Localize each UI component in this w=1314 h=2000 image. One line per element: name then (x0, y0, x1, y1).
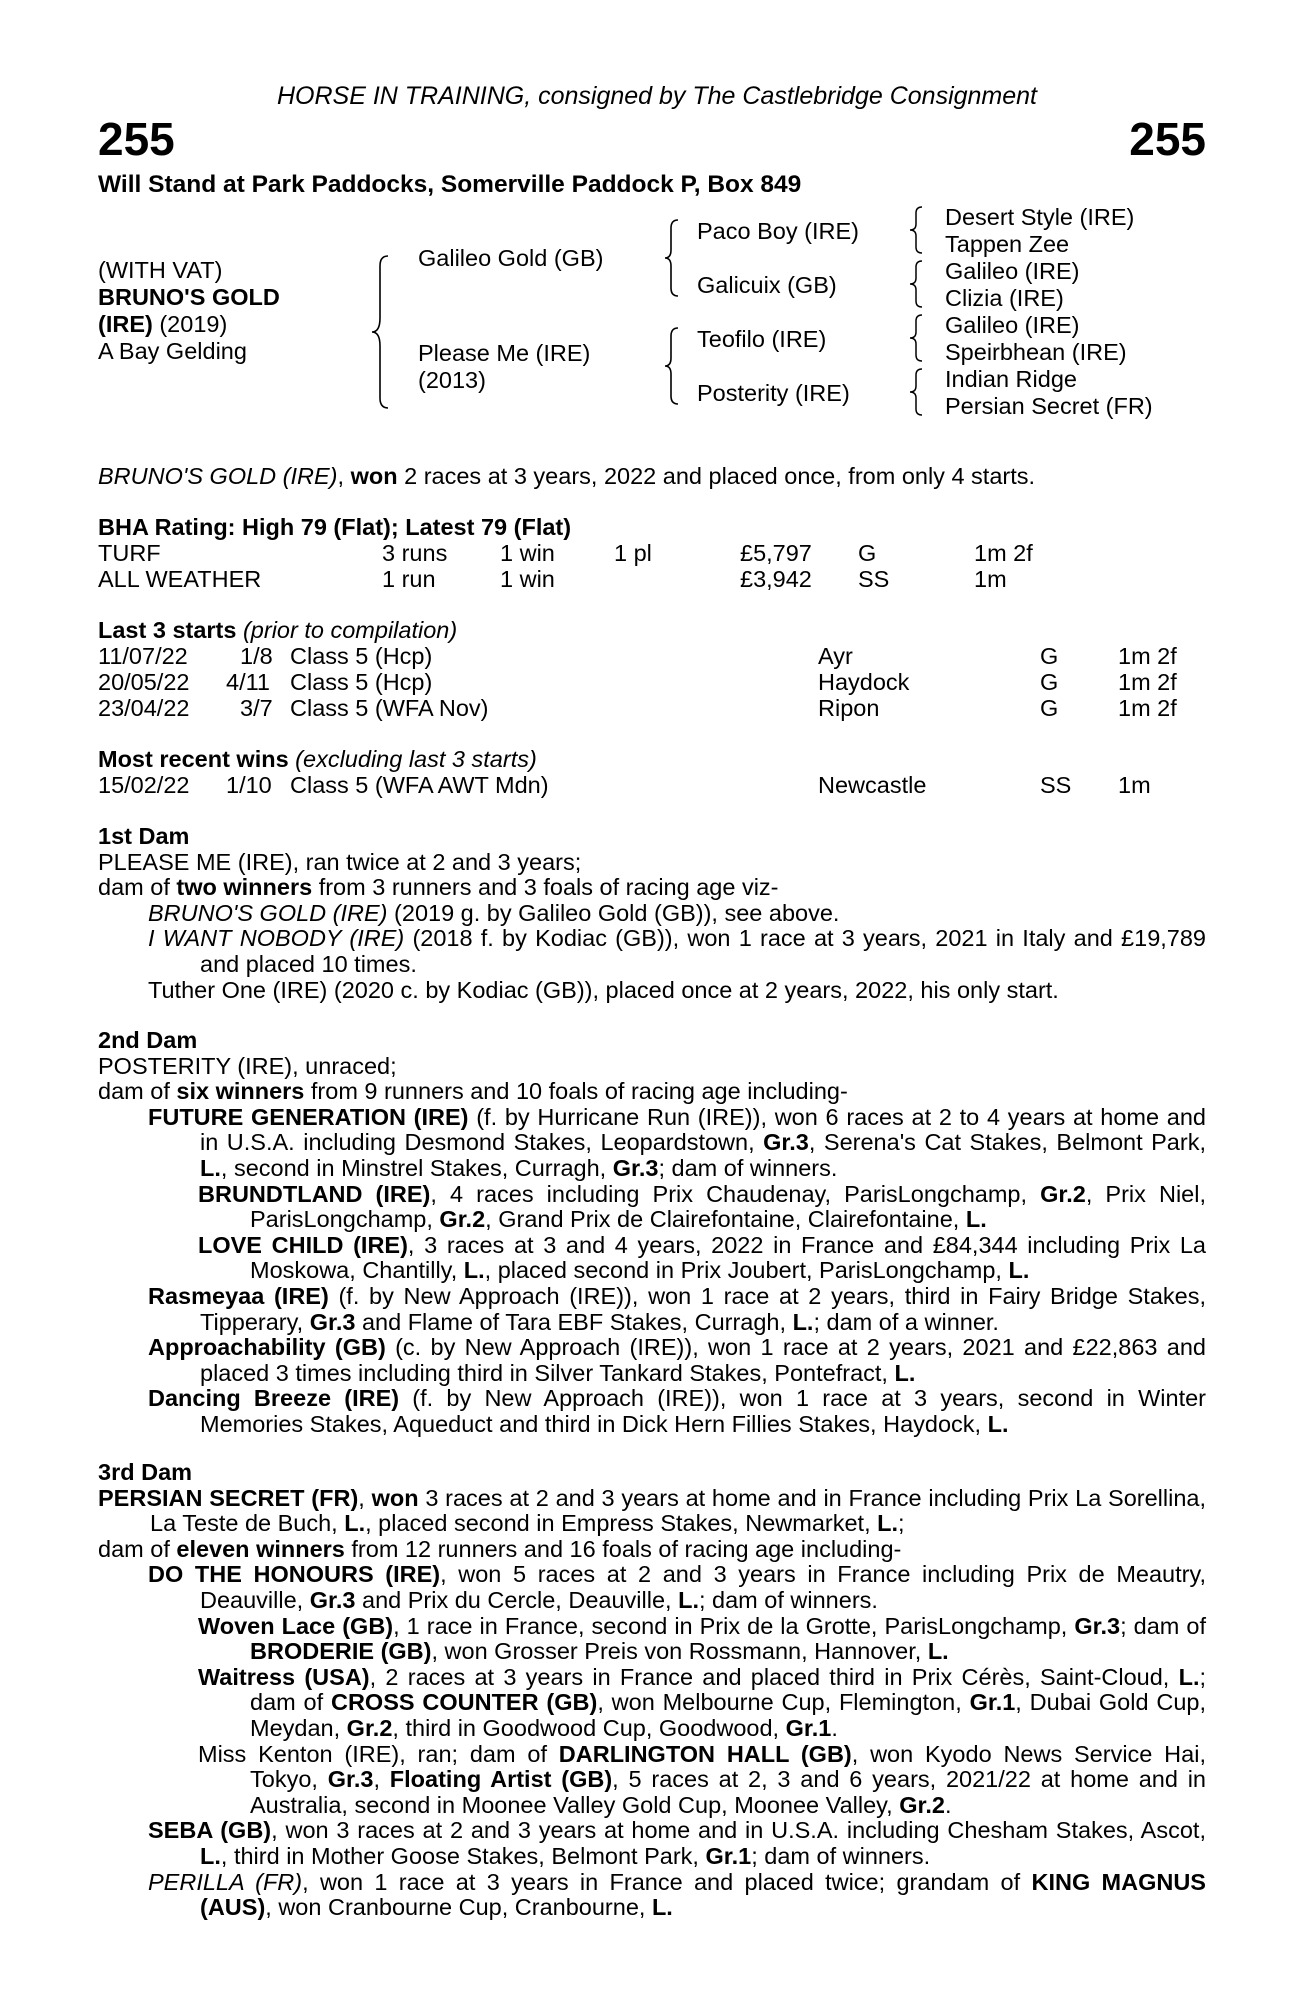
produce-name: Floating Artist (GB) (389, 1766, 613, 1793)
text: . (831, 1714, 838, 1741)
text: 3 races at 2 and 3 years at home and in France including Prix La Sorellina, La Teste de Buch, (150, 1484, 1206, 1537)
text: (f. by New Approach (IRE)), won 1 race at 3 years, second in Winter Memories Stakes, Aqueduct and third in Dick Hern Fillies Stakes, Haydock, (200, 1385, 1206, 1437)
grade: L. (651, 1894, 673, 1921)
recent-wins-title (98, 747, 1206, 773)
first-dam-line: PLEASE ME (IRE), ran twice at 2 and 3 years; (98, 848, 582, 875)
text: dam of (98, 1535, 177, 1562)
summary-sep: , (337, 463, 351, 489)
brace-gen3-3 (908, 313, 928, 363)
gen3-galileo-1: Galileo (IRE) (945, 258, 1080, 284)
produce-entry (98, 1105, 1206, 1182)
text: , won 3 races at 2 and 3 years at home and in U.S.A. including Chesham Stakes, Ascot, (271, 1817, 1206, 1844)
rating-prize: £3,942 (740, 566, 812, 592)
produce-name: CROSS COUNTER (GB) (330, 1689, 598, 1716)
gen3-galileo-2: Galileo (IRE) (945, 312, 1080, 338)
produce-text: (2018 f. by Kodiac (GB)), won 1 race at 3 years, 2021 in Italy and £19,789 and placed 10 times. (200, 925, 1207, 977)
brace-gen3-2 (908, 259, 928, 309)
produce-name: Dancing Breeze (IRE) (148, 1385, 400, 1412)
first-dam-produce-line (98, 875, 1206, 901)
text: ; dam of winners. (658, 1154, 838, 1181)
text: , 1 race in France, second in Prix de la Grotte, ParisLongchamp, (393, 1612, 1075, 1639)
produce-entry (98, 1182, 1206, 1233)
grade: Gr.1 (705, 1842, 752, 1869)
grade: L. (200, 1842, 221, 1869)
rating-distance: 1m (974, 566, 1007, 592)
horse-name-year (98, 311, 280, 338)
start-date: 20/05/22 (98, 669, 190, 695)
start-course: Ripon (818, 695, 880, 721)
gen3-speirbhean: Speirbhean (IRE) (945, 339, 1127, 365)
text: , 2 races at 3 years in France and placed third in Prix Cérès, Saint-Cloud, (369, 1663, 1179, 1690)
text: (f. by New Approach (IRE)), won 1 race at 2 years, third in Fairy Bridge Stakes, Tipperary, (200, 1282, 1206, 1335)
text: , won 1 race at 3 years in France and placed twice; grandam of (302, 1868, 1032, 1895)
text: , Grand Prix de Clairefontaine, Clairefontaine, (485, 1206, 966, 1233)
text: ; dam of winners. (751, 1842, 931, 1869)
start-course: Haydock (818, 669, 910, 695)
horse-suffix: (IRE) (98, 311, 153, 337)
dam-name-line: Please Me (IRE) (418, 340, 591, 366)
lot-number-left: 255 (98, 113, 175, 165)
start-position: 1/8 (240, 643, 273, 669)
text: ; dam of (1120, 1612, 1206, 1639)
rating-runs: 1 run (382, 566, 436, 592)
grade: Gr.2 (439, 1206, 486, 1233)
grade: L. (877, 1510, 899, 1537)
text: ; dam of a winner. (813, 1308, 999, 1335)
text: , won 5 races at 2 and 3 years in France including Prix de Meautry, Deauville, (200, 1561, 1207, 1613)
start-going: G (1040, 643, 1059, 669)
last-starts-note: (prior to compilation) (236, 617, 458, 643)
text: , 4 races including Prix Chaudenay, ParisLongchamp, (430, 1180, 1041, 1207)
produce-name: DARLINGTON HALL (GB) (558, 1740, 852, 1767)
gen3-clizia: Clizia (IRE) (945, 285, 1064, 311)
text: , won Cranbourne Cup, Cranbourne, (265, 1894, 652, 1921)
grade: L. (987, 1410, 1009, 1437)
horse-name: BRUNO'S GOLD (98, 284, 280, 310)
grade: L. (792, 1308, 814, 1335)
catalogue-header: HORSE IN TRAINING, consigned by The Castlebridge Consignment (276, 82, 1038, 110)
second-dam-heading: 2nd Dam (98, 1027, 198, 1053)
produce-name: FUTURE GENERATION (IRE) (148, 1103, 469, 1130)
second-dam-section (98, 1028, 1206, 1438)
produce-entry (98, 1386, 1206, 1437)
gen3-indian-ridge: Indian Ridge (945, 366, 1077, 392)
stand-location: Will Stand at Park Paddocks, Somerville Paddock P, Box 849 (98, 171, 802, 198)
grade: Gr.2 (899, 1791, 945, 1818)
start-position: 4/11 (226, 669, 270, 695)
first-dam-heading: 1st Dam (98, 823, 190, 849)
grade: Gr.2 (1040, 1180, 1086, 1207)
text: , placed second in Prix Joubert, ParisLongchamp, (484, 1257, 1009, 1284)
third-dam-produce-line (98, 1537, 1206, 1563)
rating-surface: ALL WEATHER (98, 566, 262, 592)
text: ; dam of winners. (698, 1586, 878, 1613)
dam-name: PERSIAN SECRET (FR) (98, 1484, 359, 1511)
text: , Prix Niel, ParisLongchamp, (250, 1180, 1206, 1233)
brace-dam-parents (662, 326, 684, 406)
text: dam of (98, 1078, 177, 1105)
winners-count: eleven winners (176, 1535, 345, 1562)
sire-name: Galileo Gold (GB) (418, 245, 604, 271)
rating-distance: 1m 2f (974, 540, 1033, 566)
produce-entry (98, 1818, 1206, 1869)
produce-name: I WANT NOBODY (IRE) (148, 925, 405, 952)
text: , (373, 1766, 390, 1793)
brace-gen3-1 (908, 205, 928, 255)
text: , placed second in Empress Stakes, Newmarket, (365, 1510, 878, 1537)
text: , third in Goodwood Cup, Goodwood, (392, 1714, 786, 1741)
brace-sire-parents (662, 218, 684, 298)
first-dam-section (98, 824, 1206, 1003)
second-dam-line: POSTERITY (IRE), unraced; (98, 1052, 397, 1079)
gen2-paco-boy: Paco Boy (IRE) (697, 218, 859, 244)
win-distance: 1m (1118, 772, 1151, 798)
grade: Gr.1 (969, 1689, 1016, 1716)
third-dam-heading: 3rd Dam (98, 1459, 193, 1485)
produce-name: Rasmeyaa (IRE) (148, 1282, 329, 1309)
third-dam-line (98, 1486, 1206, 1537)
text: , won Kyodo News Service Hai, Tokyo, (250, 1740, 1206, 1793)
produce-entry (98, 926, 1206, 977)
brace-sire-dam (368, 254, 394, 410)
produce-name: Waitress (USA) (198, 1663, 370, 1690)
grade: L. (344, 1510, 366, 1537)
produce-entry (98, 1335, 1206, 1386)
horse-description: A Bay Gelding (98, 338, 247, 364)
start-distance: 1m 2f (1118, 669, 1177, 695)
win-going: SS (1040, 772, 1072, 798)
produce-text: (2019 g. by Galileo Gold (GB)), see above. (387, 899, 840, 926)
win-position: 1/10 (226, 772, 272, 798)
produce-name: BRUNDTLAND (IRE) (198, 1180, 431, 1207)
rating-going: G (858, 540, 877, 566)
produce-name: Approachability (GB) (148, 1334, 386, 1361)
bha-rating-title: BHA Rating: High 79 (Flat); Latest 79 (Flat) (98, 514, 572, 540)
text: , won Melbourne Cup, Flemington, (597, 1689, 970, 1716)
text: , Dubai Gold Cup, Meydan, (250, 1689, 1206, 1741)
produce-entry (98, 1562, 1206, 1613)
produce-name: Miss Kenton (IRE), ran; dam of (198, 1740, 559, 1767)
start-course: Ayr (818, 643, 853, 669)
text: (f. by Hurricane Run (IRE)), won 6 races at 2 to 4 years at home and in U.S.A. including Desmond Stakes, Leopardstown, (200, 1103, 1206, 1156)
second-dam-produce-line (98, 1079, 1206, 1105)
text: from 12 runners and 16 foals of racing age including- (344, 1535, 902, 1562)
text: , third in Mother Goose Stakes, Belmont Park, (220, 1842, 706, 1869)
rating-wins: 1 win (500, 566, 555, 592)
text: , Serena's Cat Stakes, Belmont Park, (808, 1129, 1206, 1156)
winners-count: six winners (176, 1078, 305, 1105)
grade: L. (894, 1359, 916, 1386)
text: from 9 runners and 10 foals of racing age including- (304, 1078, 848, 1105)
start-position: 3/7 (240, 695, 273, 721)
start-distance: 1m 2f (1118, 695, 1177, 721)
grade: Gr.3 (309, 1586, 356, 1613)
horse-identity (98, 257, 280, 365)
text: ; (898, 1510, 905, 1537)
gen3-persian-secret: Persian Secret (FR) (945, 393, 1153, 419)
grade: L. (678, 1586, 699, 1613)
text: and Prix du Cercle, Deauville, (355, 1586, 679, 1613)
text: , 5 races at 2, 3 and 6 years, 2021/22 at home and in Australia, second in Moonee Valley Gold Cup, Moonee Valley, (250, 1766, 1207, 1818)
text: from 3 runners and 3 foals of racing age viz- (312, 874, 779, 901)
rating-runs: 3 runs (382, 540, 448, 566)
produce-entry (98, 1614, 1206, 1665)
brace-gen3-4 (908, 367, 928, 417)
produce-entry (98, 1742, 1206, 1819)
text: , (358, 1484, 372, 1511)
produce-entry (98, 1870, 1206, 1921)
winners-count: two winners (176, 874, 313, 901)
win-date: 15/02/22 (98, 772, 190, 798)
rating-surface: TURF (98, 540, 161, 566)
grade: L. (463, 1257, 485, 1284)
gen2-posterity: Posterity (IRE) (697, 380, 850, 406)
produce-entry: Tuther One (IRE) (2020 c. by Kodiac (GB)), placed once at 2 years, 2022, his only start. (148, 976, 1059, 1003)
grade: Gr.3 (612, 1154, 659, 1181)
produce-name: BRUNO'S GOLD (IRE) (148, 899, 388, 926)
grade: Gr.3 (1074, 1612, 1121, 1639)
grade: L. (200, 1154, 221, 1181)
text: dam of (98, 874, 177, 901)
recent-wins-heading: Most recent wins (98, 746, 289, 772)
produce-name: KING MAGNUS (AUS) (200, 1868, 1206, 1921)
third-dam-section (98, 1460, 1206, 1921)
dam-name (418, 340, 590, 394)
start-race: Class 5 (Hcp) (290, 669, 433, 695)
summary-text: 2 races at 3 years, 2022 and placed once, from only 4 starts. (397, 463, 1036, 489)
produce-name: Woven Lace (GB) (198, 1612, 394, 1639)
dam-year: (2013) (418, 367, 486, 393)
rating-wins: 1 win (500, 540, 555, 566)
grade: L. (927, 1638, 949, 1665)
start-going: G (1040, 669, 1059, 695)
produce-entry (98, 1233, 1206, 1284)
text: , 3 races at 3 and 4 years, 2022 in France and £84,344 including Prix La Moskowa, Chantilly, (250, 1231, 1206, 1284)
grade: L. (1008, 1257, 1030, 1284)
produce-entry (98, 1284, 1206, 1335)
produce-name: SEBA (GB) (148, 1817, 272, 1844)
start-distance: 1m 2f (1118, 643, 1177, 669)
produce-entry (98, 1665, 1206, 1742)
gen2-teofilo: Teofilo (IRE) (697, 326, 827, 352)
text: . (944, 1791, 952, 1818)
gen3-tappen-zee: Tappen Zee (945, 231, 1070, 257)
start-race: Class 5 (Hcp) (290, 643, 433, 669)
grade: L. (1178, 1663, 1200, 1690)
win-course: Newcastle (818, 772, 927, 798)
grade: Gr.3 (327, 1766, 374, 1793)
vat-label: (WITH VAT) (98, 257, 223, 283)
start-date: 23/04/22 (98, 695, 190, 721)
summary-won: won (350, 463, 398, 489)
grade: Gr.3 (763, 1129, 809, 1156)
text: ; dam of (250, 1663, 1207, 1716)
grade: Gr.3 (309, 1308, 356, 1335)
start-going: G (1040, 695, 1059, 721)
grade: Gr.2 (346, 1714, 393, 1741)
race-summary (98, 464, 1206, 490)
grade: L. (965, 1206, 987, 1233)
win-race: Class 5 (WFA AWT Mdn) (290, 772, 549, 798)
summary-horse-name: BRUNO'S GOLD (IRE) (98, 463, 338, 489)
grade: Gr.1 (785, 1714, 832, 1741)
text: , won Grosser Preis von Rossmann, Hannover, (431, 1638, 928, 1665)
last-starts-heading: Last 3 starts (98, 617, 237, 643)
lot-number-right: 255 (1129, 113, 1206, 165)
won-label: won (371, 1484, 419, 1511)
rating-placed: 1 pl (614, 540, 652, 566)
text: (c. by New Approach (IRE)), won 1 race at 2 years, 2021 and £22,863 and placed 3 times including third in Silver Tankard Stakes, Pontefract, (200, 1334, 1206, 1386)
gen3-desert-style: Desert Style (IRE) (945, 204, 1135, 230)
recent-wins-note: (excluding last 3 starts) (288, 746, 537, 772)
produce-entry (98, 901, 1206, 927)
start-date: 11/07/22 (98, 643, 188, 669)
produce-name: LOVE CHILD (IRE) (198, 1231, 408, 1258)
text: and Flame of Tara EBF Stakes, Curragh, (355, 1308, 793, 1335)
rating-prize: £5,797 (740, 540, 812, 566)
produce-name: PERILLA (FR) (148, 1868, 303, 1895)
rating-going: SS (858, 566, 890, 592)
produce-name: DO THE HONOURS (IRE) (148, 1561, 441, 1588)
gen2-galicuix: Galicuix (GB) (697, 272, 837, 298)
text: , second in Minstrel Stakes, Curragh, (220, 1154, 613, 1181)
produce-name: BRODERIE (GB) (250, 1638, 432, 1665)
horse-year: (2019) (152, 311, 228, 337)
start-race: Class 5 (WFA Nov) (290, 695, 489, 721)
last-starts-title (98, 618, 1206, 644)
